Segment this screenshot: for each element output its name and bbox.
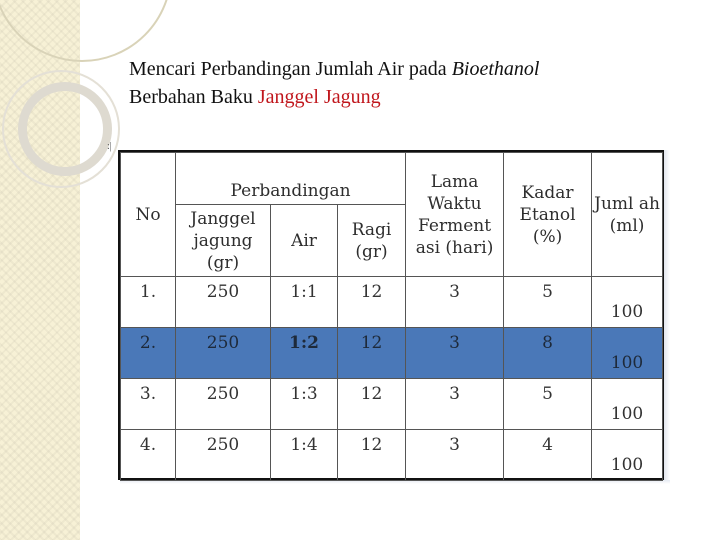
- cell-ragi: 12: [338, 328, 406, 379]
- cell-kadar: 5: [504, 277, 592, 328]
- cell-air: 1:1: [271, 277, 338, 328]
- decorative-ring-inner: [18, 82, 112, 176]
- title-red-term: Janggel Jagung: [257, 86, 381, 108]
- cell-kadar: 4: [504, 430, 592, 481]
- cell-lama: 3: [406, 277, 504, 328]
- cell-jumlah: 100: [592, 328, 663, 379]
- cell-janggel: 250: [176, 277, 271, 328]
- cell-lama: 3: [406, 430, 504, 481]
- results-table: [120, 152, 663, 481]
- cell-ragi: 12: [338, 379, 406, 430]
- header-janggel-jagung: Janggel jagung (gr): [176, 205, 271, 277]
- cell-janggel: 250: [176, 328, 271, 379]
- cell-kadar: 5: [504, 379, 592, 430]
- cell-janggel: 250: [176, 379, 271, 430]
- cell-janggel: 250: [176, 430, 271, 481]
- cell-ragi: 12: [338, 277, 406, 328]
- cell-no: 4.: [121, 430, 176, 481]
- results-table-frame: [118, 150, 664, 480]
- header-jumlah: Juml ah (ml): [592, 153, 663, 277]
- cell-lama: 3: [406, 328, 504, 379]
- title-line2-text: Berbahan Baku: [129, 86, 258, 108]
- table-row: [121, 430, 663, 481]
- table-row-highlighted: [121, 328, 663, 379]
- cell-kadar: 8: [504, 328, 592, 379]
- slide-title: [129, 55, 709, 111]
- cell-jumlah: 100: [592, 379, 663, 430]
- title-line1-text: Mencari Perbandingan Jumlah Air pada: [129, 58, 452, 80]
- header-perbandingan: Perbandingan: [176, 153, 406, 205]
- title-italic-term: Bioethanol: [451, 58, 540, 80]
- header-kadar-etanol: Kadar Etanol (%): [504, 153, 592, 277]
- header-no: No: [121, 153, 176, 277]
- header-ragi: Ragi (gr): [338, 205, 406, 277]
- cell-jumlah: 100: [592, 430, 663, 481]
- cell-no: 2.: [121, 328, 176, 379]
- header-air: Air: [271, 205, 338, 277]
- cell-jumlah: 100: [592, 277, 663, 328]
- cell-lama: 3: [406, 379, 504, 430]
- header-lama-waktu: Lama Waktu Ferment asi (hari): [406, 153, 504, 277]
- cell-air: 1:3: [271, 379, 338, 430]
- cell-no: 1.: [121, 277, 176, 328]
- table-row: [121, 277, 663, 328]
- table-shadow-right: [664, 150, 670, 484]
- cell-no: 3.: [121, 379, 176, 430]
- cell-air: 1:2: [271, 328, 338, 379]
- table-row: [121, 379, 663, 430]
- cell-ragi: 12: [338, 430, 406, 481]
- cell-air: 1:4: [271, 430, 338, 481]
- table-marker: :|: [107, 141, 112, 152]
